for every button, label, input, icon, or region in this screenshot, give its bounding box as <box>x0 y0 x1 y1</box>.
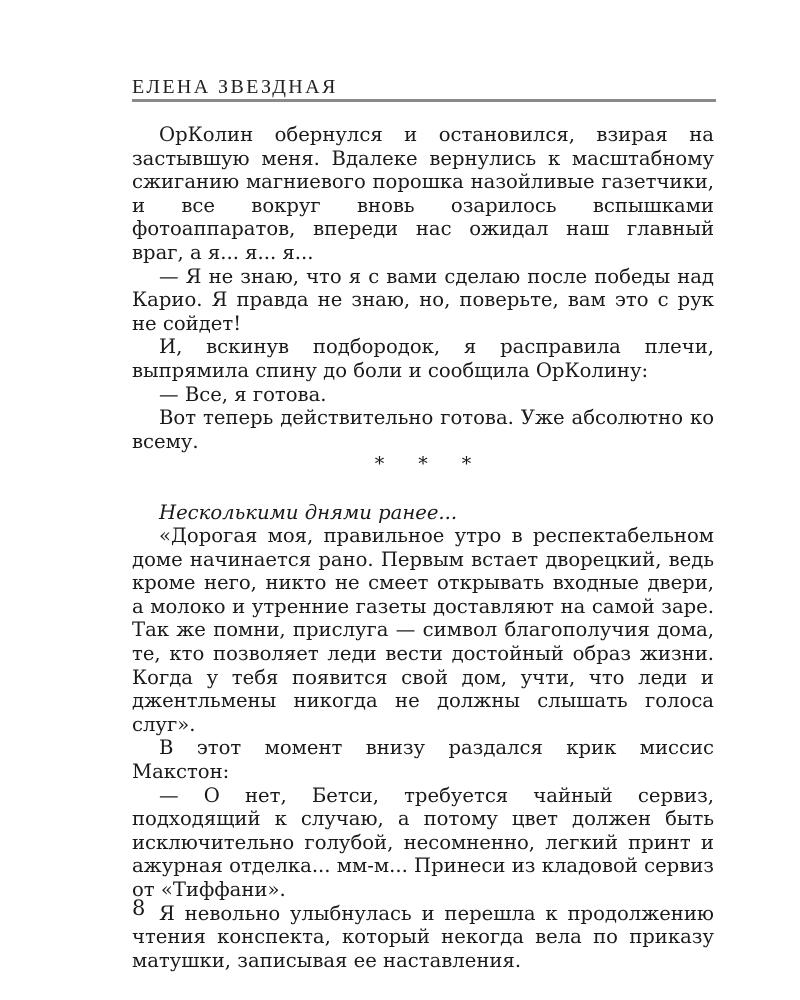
paragraph-6-italic: Несколькими днями ранее... <box>159 500 458 524</box>
header-rule <box>132 99 716 102</box>
body-text <box>132 123 714 972</box>
paragraph-4: — Все, я готова. <box>159 382 327 406</box>
paragraph-3: И, вскинув подбородок, я расправила плечи, выпрямила спину до боли и сообщила ОрКолину: <box>132 335 714 382</box>
paragraph-1: ОрКолин обернулся и остановился, взирая на застывшую меня. Вдалеке вернулись к масштабному сжиганию магниевого порошка назойливые газетчики, и все вокруг вновь озарилось вспышками фотоаппаратов, впереди нас ожидал наш главный враг, а я... я... я... <box>132 123 714 264</box>
running-head: ЕЛЕНА ЗВЕЗДНАЯ <box>132 76 338 98</box>
paragraph-2: — Я не знаю, что я с вами сделаю после победы над Карио. Я правда не знаю, но, поверьте, вам это с рук не сойдет! <box>132 264 714 335</box>
paragraph-7: «Дорогая моя, правильное утро в респектабельном доме начинается рано. Первым встает дворецкий, ведь кроме него, никто не смеет открывать входные двери, а молоко и утренние газеты доставляют на самой заре. Так же помни, прислуга — символ благополучия дома, те, кто позволяет леди вести достойный образ жизни. Когда у тебя появится свой дом, учти, что леди и джентльмены никогда не должны слышать голоса слуг». <box>132 524 714 736</box>
page-number: 8 <box>132 896 146 920</box>
section-separator: * * * <box>374 453 486 476</box>
paragraph-5: Вот теперь действительно готова. Уже абсолютно ко всему. <box>132 406 714 453</box>
paragraph-8: В этот момент внизу раздался крик миссис Макстон: <box>132 736 714 784</box>
blank-line <box>132 477 714 501</box>
paragraph-9: — О нет, Бетси, требуется чайный сервиз, подходящий к случаю, а потому цвет должен быть исключительно голубой, несомненно, легкий принт и ажурная отделка... мм-м... Принеси из кладовой сервиз от «Тиффани». <box>132 783 714 901</box>
paragraph-10: Я невольно улыбнулась и перешла к продолжению чтения конспекта, который некогда вела по приказу матушки, записывая ее наставления. <box>132 901 714 972</box>
